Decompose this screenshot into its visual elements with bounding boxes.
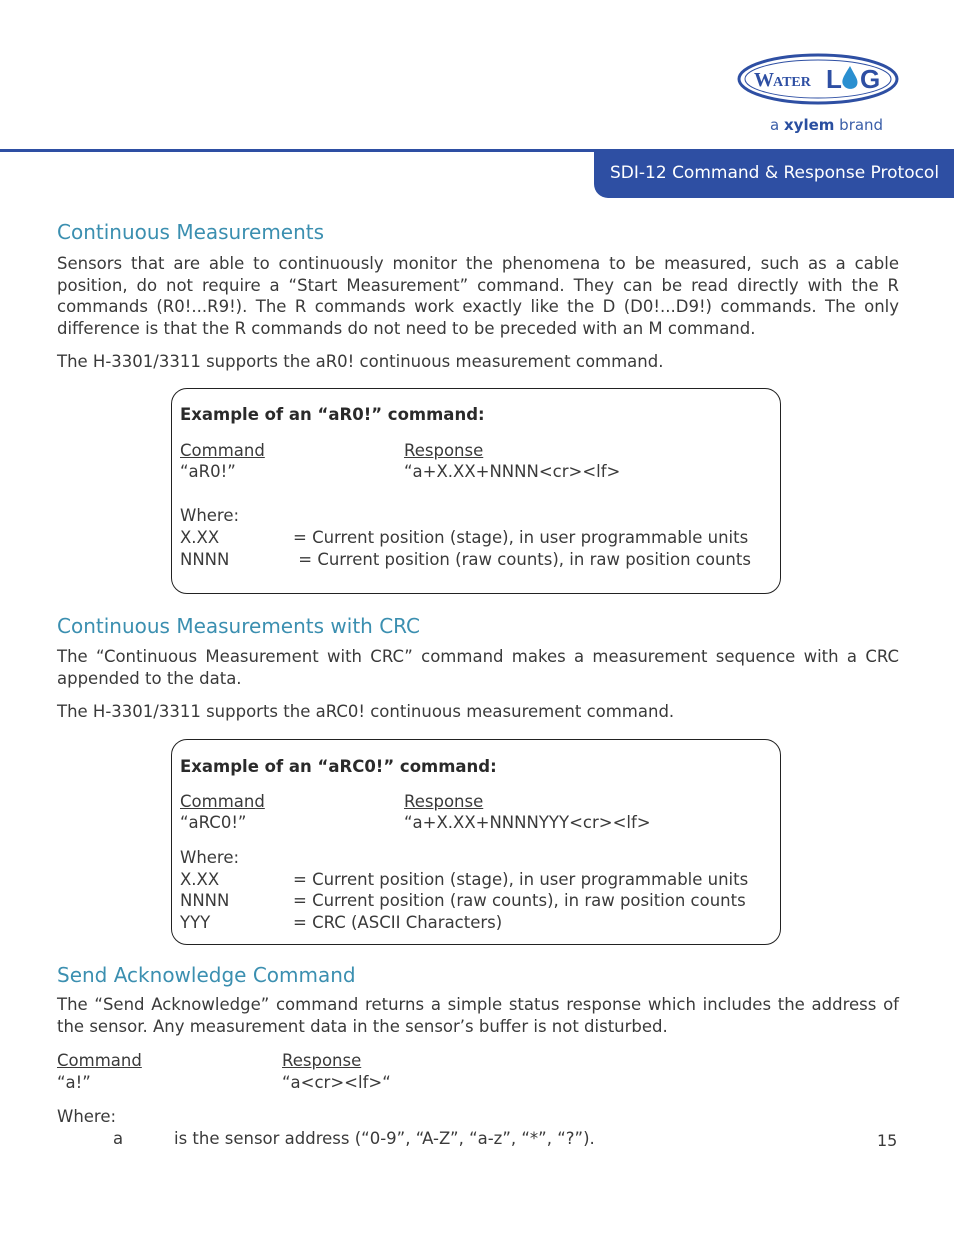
section-heading-continuous-measurements-crc: Continuous Measurements with CRC — [57, 614, 421, 638]
response-value: “a+X.XX+NNNN<cr><lf> — [404, 462, 621, 481]
where-label: Where: — [180, 848, 240, 867]
definition-term: YYY — [180, 913, 211, 932]
where-label: Where: — [180, 506, 240, 525]
definition-desc: = Current position (stage), in user programmable units — [293, 870, 749, 889]
paragraph: Sensors that are able to continuously monitor the phenomena to be measured, such as a cable position, do not require a “Start Measurement” command. They can be read directly with the R commands (R0!...R9!). The R commands work exactly like the D (D0!...D9!) commands. The only difference is that the R commands do not need to be preceded with an M command. — [57, 254, 899, 338]
command-header: Command — [180, 792, 265, 811]
command-header: Command — [180, 441, 265, 460]
definition-term: a — [113, 1129, 124, 1148]
definition-term: NNNN — [180, 550, 230, 569]
section-heading-continuous-measurements: Continuous Measurements — [57, 220, 325, 244]
command-value: “aRC0!” — [180, 813, 247, 832]
response-header: Response — [404, 441, 484, 460]
command-value: “a!” — [57, 1073, 91, 1092]
response-value: “a+X.XX+NNNNYYY<cr><lf> — [404, 813, 651, 832]
paragraph: The H-3301/3311 supports the aRC0! continuous measurement command. — [57, 702, 675, 721]
definition-term: X.XX — [180, 528, 220, 547]
definition-term: X.XX — [180, 870, 220, 889]
section-heading-send-acknowledge: Send Acknowledge Command — [57, 963, 356, 987]
waterlog-logo — [736, 52, 900, 106]
svg-text:ATER: ATER — [773, 75, 811, 90]
svg-text:L: L — [826, 64, 842, 94]
command-value: “aR0!” — [180, 462, 236, 481]
where-label: Where: — [57, 1107, 117, 1126]
definition-term: NNNN — [180, 891, 230, 910]
example-title: Example of an “aR0!” command: — [180, 405, 485, 424]
paragraph: The “Send Acknowledge” command returns a simple status response which includes the address of the sensor. Any measurement data in the sensor’s buffer is not disturbed. — [57, 995, 899, 1036]
paragraph: The “Continuous Measurement with CRC” command makes a measurement sequence with a CRC appended to the data. — [57, 647, 899, 688]
definition-desc: is the sensor address (“0-9”, “A-Z”, “a-z”, “*”, “?”). — [174, 1129, 595, 1148]
document-title-tab: SDI-12 Command & Response Protocol — [594, 149, 954, 198]
command-header: Command — [57, 1051, 142, 1070]
page-number: 15 — [877, 1131, 898, 1150]
svg-text:G: G — [860, 64, 881, 94]
definition-desc: = Current position (raw counts), in raw position counts — [293, 891, 746, 910]
response-header: Response — [404, 792, 484, 811]
definition-desc: = Current position (stage), in user programmable units — [293, 528, 749, 547]
definition-desc: = Current position (raw counts), in raw position counts — [293, 550, 751, 569]
example-title: Example of an “aRC0!” command: — [180, 757, 497, 776]
response-header: Response — [282, 1051, 362, 1070]
definition-desc: = CRC (ASCII Characters) — [293, 913, 503, 932]
paragraph: The H-3301/3311 supports the aR0! continuous measurement command. — [57, 352, 664, 371]
brand-tagline: a xylem brand — [770, 116, 884, 134]
svg-text:W: W — [754, 69, 774, 91]
response-value: “a<cr><lf>“ — [282, 1073, 391, 1092]
